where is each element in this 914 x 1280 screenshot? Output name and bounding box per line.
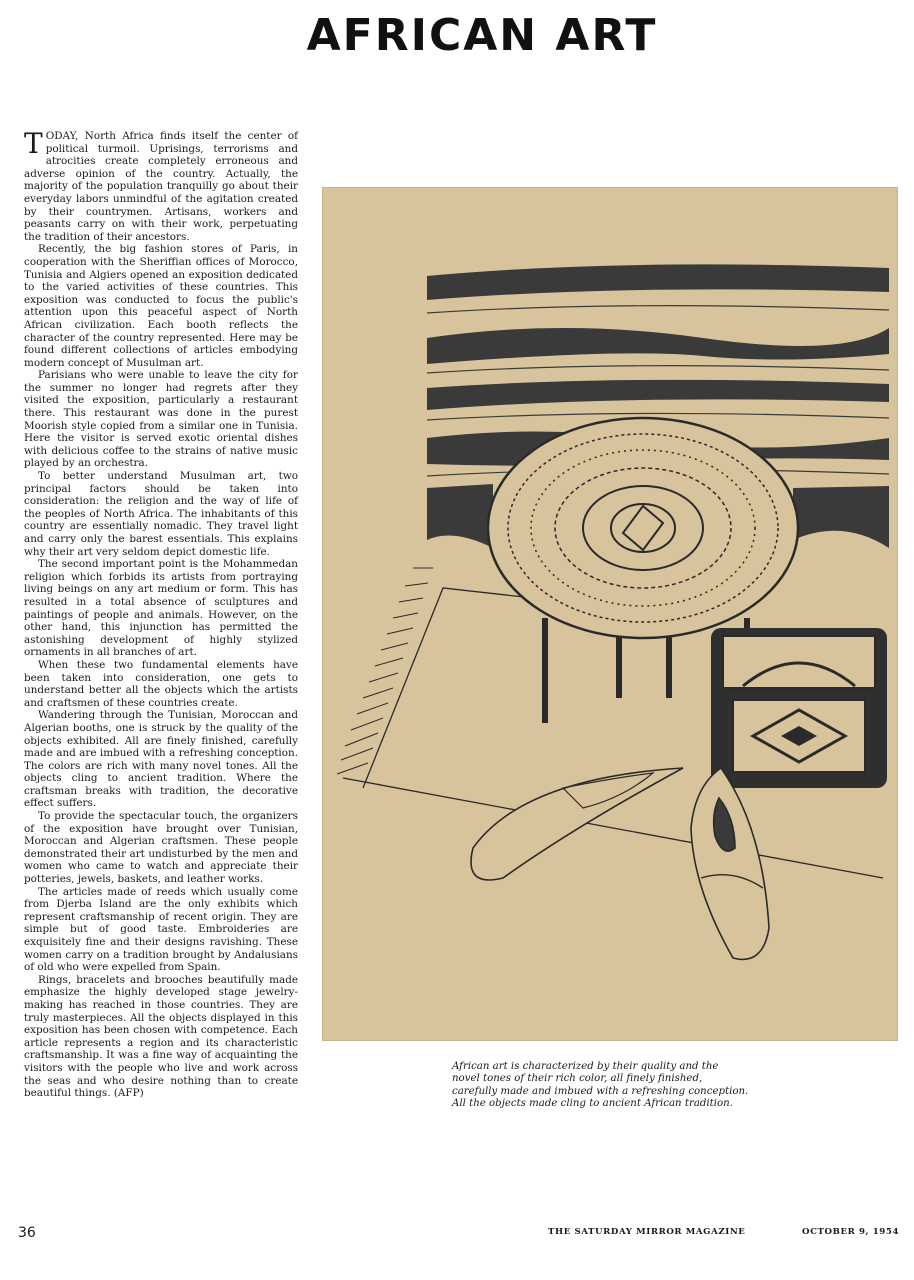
slipper-right <box>691 768 769 959</box>
article-paragraph: Recently, the big fashion stores of Paris, in cooperation with the Sheriffian offices of Morocco, Tunisia and Algiers opened an exposition dedicated to the varied activities of these countries. This exposition was conducted to focus the public's attention upon this peaceful aspect of North African civilization. Each booth reflects the character of the country represented. Here may be found different collections of articles embodying modern concept of Musulman art. <box>24 243 298 369</box>
caption-line: carefully made and imbued with a refreshing conception. <box>452 1085 749 1097</box>
article-paragraph: To better understand Musulman art, two principal factors should be taken into consideration: the religion and the way of life of the peoples of North Africa. The inhabitants of this country are essentially nomadic. They travel light and carry only the barest essentials. This explains why their art very seldom depict domestic life. <box>24 470 298 558</box>
article-paragraph: The second important point is the Mohammedan religion which forbids its artists from portraying living beings on any art medium or form. This has resulted in a total absence of sculptures and paintings of people and animals. However, on the other hand, this injunction has permitted the astonishing development of highly stylized ornaments in all branches of art. <box>24 558 298 659</box>
article-title: AFRICAN ART <box>306 10 658 61</box>
page-number: 36 <box>18 1225 36 1241</box>
article-paragraph: Parisians who were unable to leave the city for the summer no longer had regrets after they visited the exposition, particularly a restaurant there. This restaurant was done in the purest Moorish style copied from a similar one in Tunisia. Here the visitor is served exotic oriental dishes with delicious coffee to the strains of native music played by an orchestra. <box>24 369 298 470</box>
caption-line: All the objects made cling to ancient African tradition. <box>452 1098 733 1110</box>
round-tray <box>488 418 798 638</box>
illustration-drawing <box>323 188 897 1040</box>
article-paragraph: TODAY, North Africa finds itself the center of political turmoil. Uprisings, terrorisms and atrocities create completely erroneous and adverse opinion of the country. Actually, the majority of the population tranquilly go about their everyday labors unmindful of the agitation created by their countrymen. Artisans, workers and peasants carry on with their work, perpetuating the tradition of their ancestors. <box>24 127 298 243</box>
african-art-illustration <box>322 187 898 1041</box>
article-paragraph: Rings, bracelets and brooches beautifully made emphasize the highly developed stage jewelry-making has reached in those countries. They are truly masterpieces. All the objects displayed in this exposition has been chosen with competence. Each article represents a region and its characteristic craftsmanship. It was a fine way of acquainting the visitors with the people who live and work across the seas and who desire nothing than to create beautiful things. (AFP) <box>24 973 298 1100</box>
drop-cap: T <box>24 127 43 160</box>
illustration-caption <box>452 1061 770 1111</box>
article-body <box>24 127 298 1100</box>
leather-bag <box>711 628 887 788</box>
issue-date: OCTOBER 9, 1954 <box>802 1227 900 1237</box>
magazine-name: THE SATURDAY MIRROR MAGAZINE <box>548 1227 746 1237</box>
caption-line: African art is characterized by their quality and the <box>452 1061 719 1072</box>
caption-line: novel tones of their rich color, all finely finished, <box>452 1073 703 1085</box>
slipper-left <box>471 768 683 880</box>
rug-fringe <box>337 568 433 774</box>
article-paragraph: When these two fundamental elements have been taken into consideration, one gets to understand better all the objects which the artists and craftsmen of these countries create. <box>24 658 298 709</box>
lead-word: ODAY, <box>45 130 79 142</box>
article-paragraph: The articles made of reeds which usually come from Djerba Island are the only exhibits which represent craftsmanship of recent origin. They are simple but of good taste. Embroideries are exquisitely fine and their designs ravishing. These women carry on a tradition brought by Andalusians of old who were expelled from Spain. <box>24 885 298 974</box>
article-paragraph: Wandering through the Tunisian, Moroccan and Algerian booths, one is struck by the quality of the objects exhibited. All are finely finished, carefully made and are imbued with a refreshing conception. The colors are rich with many novel tones. All the objects cling to ancient tradition. Where the craftsman breaks with tradition, the decorative effect suffers. <box>24 709 298 810</box>
article-paragraph: To provide the spectacular touch, the organizers of the exposition have brought over Tunisian, Moroccan and Algerian craftsmen. These people demonstrated their art undisturbed by the men and women who came to watch and appreciate their potteries, jewels, baskets, and leather works. <box>24 810 298 886</box>
